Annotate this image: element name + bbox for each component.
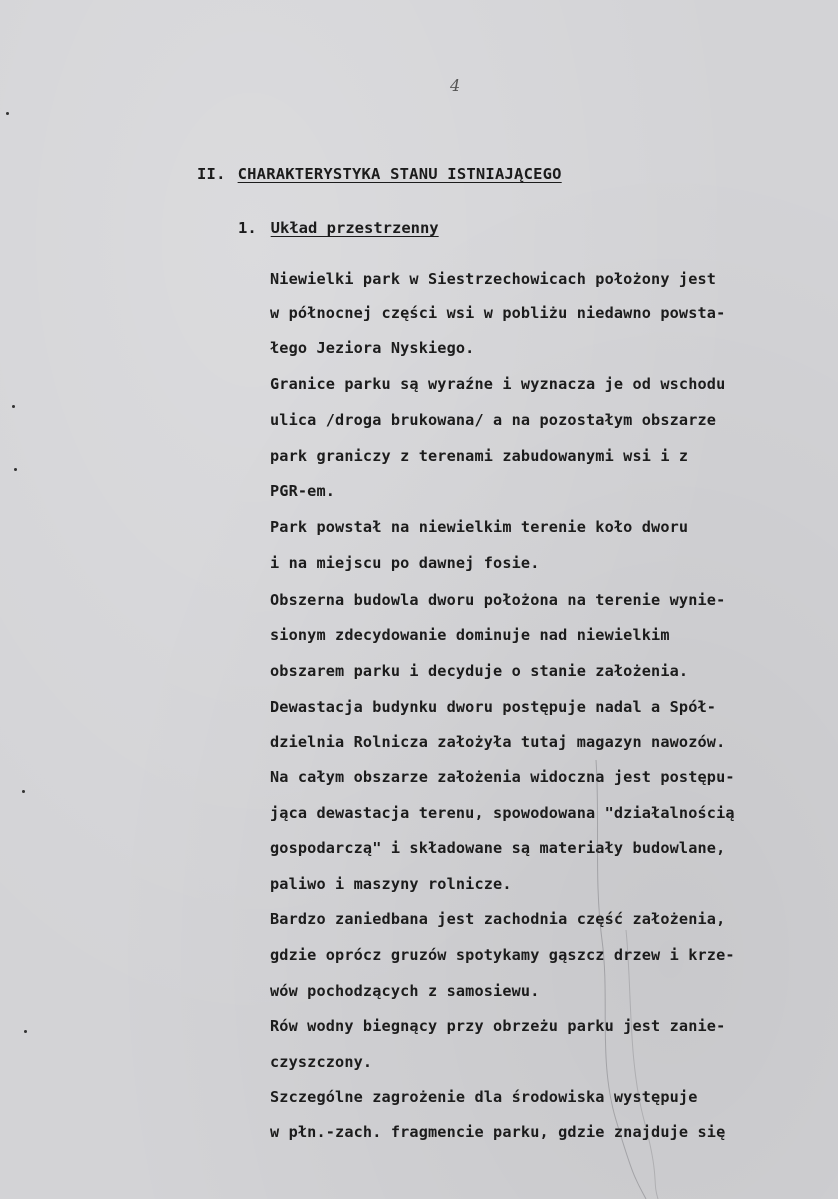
text-line: PGR-em. bbox=[270, 482, 336, 500]
text-line: ulica /droga brukowana/ a na pozostałym obszarze bbox=[270, 411, 717, 429]
margin-speck bbox=[12, 405, 15, 408]
text-line: w płn.-zach. fragmencie parku, gdzie znajduje się bbox=[270, 1123, 726, 1141]
margin-speck bbox=[6, 112, 9, 115]
section-number: II. bbox=[197, 165, 226, 183]
margin-speck bbox=[14, 468, 17, 471]
text-line: czyszczony. bbox=[270, 1053, 373, 1071]
text-line: dzielnia Rolnicza założyła tutaj magazyn nawozów. bbox=[270, 733, 726, 751]
text-line: sionym zdecydowanie dominuje nad niewielkim bbox=[270, 626, 670, 644]
text-line: Niewielki park w Siestrzechowicach położony jest bbox=[270, 270, 717, 288]
text-line: Obszerna budowla dworu położona na terenie wynie- bbox=[270, 591, 726, 609]
text-line: gospodarczą" i składowane są materiały budowlane, bbox=[270, 839, 726, 857]
margin-speck bbox=[24, 1030, 27, 1033]
page-number: 4 bbox=[450, 76, 461, 95]
text-line: wów pochodzących z samosiewu. bbox=[270, 982, 540, 1000]
section-title: CHARAKTERYSTYKA STANU ISTNIAJĄCEGO bbox=[237, 165, 562, 183]
text-line: gdzie oprócz gruzów spotykamy gąszcz drzew i krze- bbox=[270, 946, 735, 964]
text-line: Dewastacja budynku dworu postępuje nadal a Spół- bbox=[270, 698, 717, 716]
text-line: obszarem parku i decyduje o stanie założenia. bbox=[270, 662, 689, 680]
text-line: Granice parku są wyraźne i wyznacza je od wschodu bbox=[270, 375, 726, 393]
text-line: jąca dewastacja terenu, spowodowana "działalnością bbox=[270, 804, 735, 822]
text-line: łego Jeziora Nyskiego. bbox=[270, 339, 475, 357]
subsection-title: Układ przestrzenny bbox=[270, 219, 439, 237]
text-line: w północnej części wsi w pobliżu niedawno powsta- bbox=[270, 304, 726, 322]
text-line: Na całym obszarze założenia widoczna jest postępu- bbox=[270, 768, 735, 786]
text-line: Bardzo zaniedbana jest zachodnia część założenia, bbox=[270, 910, 726, 928]
subsection-heading bbox=[238, 219, 439, 237]
text-line: park graniczy z terenami zabudowanymi wsi i z bbox=[270, 447, 689, 465]
subsection-number: 1. bbox=[238, 219, 257, 237]
text-line: Park powstał na niewielkim terenie koło dworu bbox=[270, 518, 689, 536]
text-line: paliwo i maszyny rolnicze. bbox=[270, 875, 512, 893]
text-line: i na miejscu po dawnej fosie. bbox=[270, 554, 540, 572]
margin-speck bbox=[22, 790, 25, 793]
text-line: Rów wodny biegnący przy obrzeżu parku jest zanie- bbox=[270, 1017, 726, 1035]
section-heading bbox=[197, 165, 562, 183]
text-line: Szczególne zagrożenie dla środowiska występuje bbox=[270, 1088, 698, 1106]
